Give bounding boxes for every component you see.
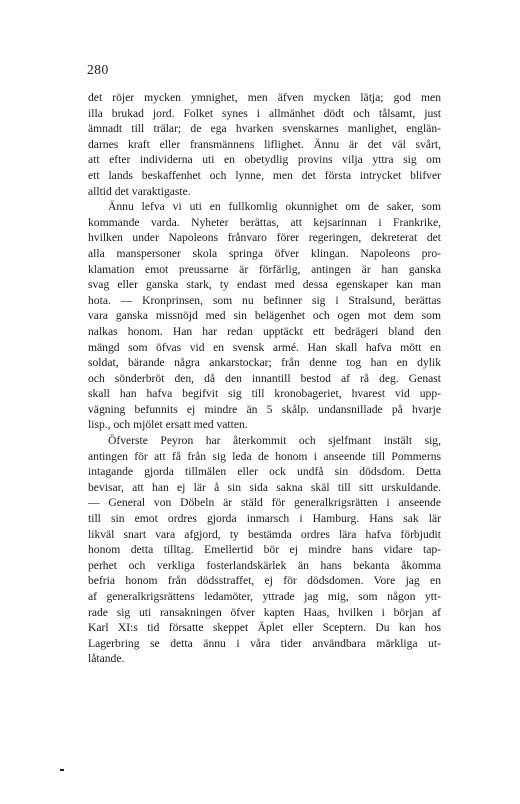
text-line: skall han hafva begifvit sig till kronobageriet, hvarest vid upp- — [88, 387, 441, 401]
body-text — [88, 90, 441, 667]
text-line: och sönderbröt den, då den innantill bestod af rå deg. Genast — [88, 371, 441, 385]
text-line: perhet och verkliga fosterlandskärlek än hans bekanta åkomma — [88, 558, 441, 572]
text-line: ett lands beskaffenhet och lynne, men det första intrycket blifver — [88, 168, 441, 182]
text-line: alla manspersoner skola springa öfver klingan. Napoleons pro- — [88, 246, 441, 260]
text-line: klamation emot preussarne är förfärlig, antingen är han ganska — [88, 262, 441, 276]
text-line: hota. — Kronprinsen, som nu befinner sig i Stralsund, berättas — [88, 293, 441, 307]
text-line: soldat, bärande några ankarstockar; från denne tog han en dylik — [88, 356, 441, 370]
text-line: af generalkrigsrättens ledamöter, yttrade jag mig, som någon ytt- — [88, 590, 441, 603]
text-line: illa brukad jord. Folket synes i allmänhet dödt och tålsamt, just — [88, 106, 441, 120]
text-line: darnes kraft eller fransmännens liflighet. Ännu är det väl svårt, — [88, 137, 441, 151]
text-line: antingen för att få från sig leda de honom i anseende till Pommerns — [88, 449, 441, 463]
margin-mark — [60, 769, 64, 771]
text-line: intagande gjorda tillmälen eller ock undfå sin dödsdom. Detta — [88, 465, 441, 479]
text-line: Ännu lefva vi uti en fullkomlig okunnighet om de saker, som — [108, 200, 441, 214]
paragraph-1 — [88, 90, 441, 199]
text-line: ämnadt till trälar; de ega hvarken svenskarnes manlighet, englän- — [88, 122, 441, 136]
text-line: låtande. — [88, 652, 125, 666]
text-line: Karl XI:s tid försatte skeppet Äplet eller Sceptern. Du kan hos — [88, 621, 441, 635]
text-line: vägning befunnits ej mindre än 5 skålp. undansnillade på hvarje — [88, 402, 441, 416]
text-line: Lagerbring se detta ännu i våra tider användbara märkliga ut- — [88, 636, 441, 650]
text-line: att efter individerna uti en obetydlig provins vilja yttra sig om — [88, 153, 441, 167]
paragraph-3 — [88, 433, 441, 667]
text-line: befria honom från dödsstraffet, ej för dödsdomen. Vore jag en — [88, 574, 441, 588]
text-line: bevisar, att han ej lär å sin sida sakna skäl till sitt urskuldande. — [88, 480, 441, 494]
text-line: vara ganska missnöjd med sin belägenhet och ogen mot dem som — [88, 309, 441, 323]
text-line: alltid det varaktigaste. — [88, 184, 191, 198]
text-line: Öfverste Peyron har återkommit och sjelfmant instält sig, — [108, 434, 441, 448]
paragraph-2 — [88, 199, 441, 433]
text-line: till sin emot ordres gjorda inmarsch i Hamburg. Hans sak lär — [88, 512, 441, 526]
text-line: kommande varda. Nyheter berättas, att kejsarinnan i Frankrike, — [88, 215, 441, 229]
text-line: — General von Döbeln är stäld för generalkrigsrätten i anseende — [88, 496, 441, 510]
text-line: hvilken under Napoleons frånvaro förer regeringen, dekreterat det — [88, 231, 441, 245]
page-number: 280 — [87, 62, 109, 77]
text-line: rade sig uti ransakningen öfver kapten Haas, hvilken i början af — [88, 605, 441, 619]
text-line: det röjer mycken ymnighet, men äfven mycken lätja; god men — [88, 91, 441, 104]
text-line: likväl snart vara afgjord, ty bestämda ordres lära hafva förbjudit — [88, 527, 441, 541]
text-line: svag eller ganska stark, ty endast med dessa egenskaper kan man — [88, 278, 441, 292]
text-line: lisp., och mjölet ersatt med vatten. — [88, 418, 248, 432]
text-line: honom detta tilltag. Emellertid bör ej mindre hans vidare tap- — [88, 543, 441, 557]
text-line: nalkas honom. Han har redan upptäckt ett bedrägeri bland den — [88, 324, 441, 338]
text-line: mängd som öfvas vid en svensk armé. Han skall hafva mött en — [88, 340, 441, 354]
